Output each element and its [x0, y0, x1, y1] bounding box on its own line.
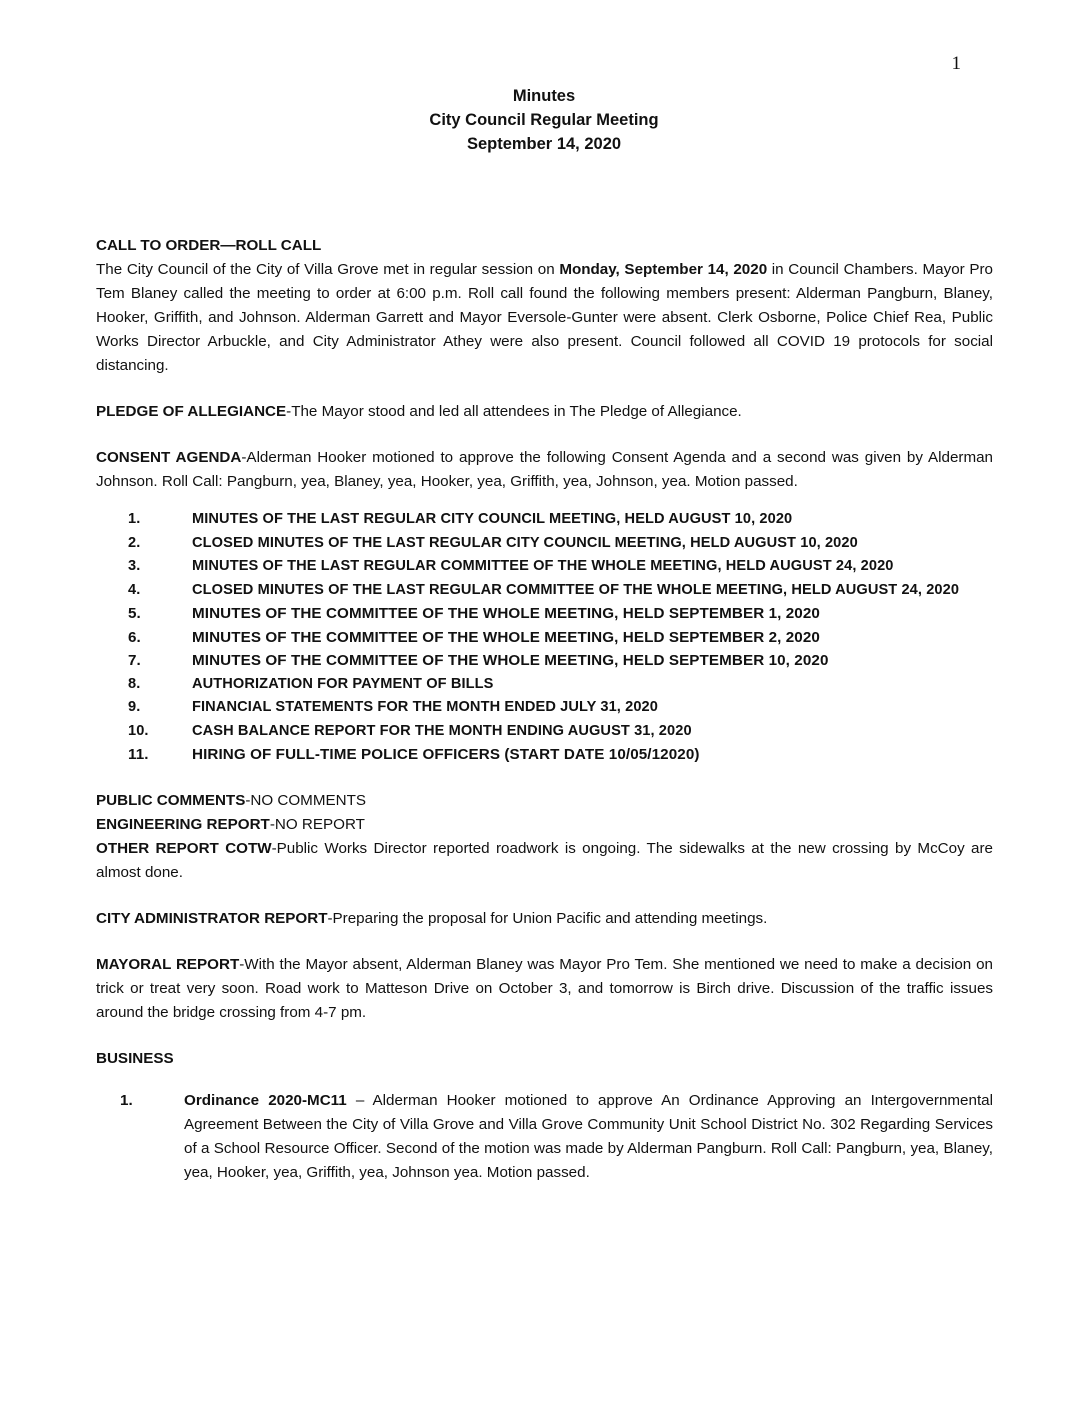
other-report-heading: OTHER REPORT COTW [96, 839, 272, 857]
public-comments: PUBLIC COMMENTS-NO COMMENTS [96, 791, 366, 809]
city-admin-heading: CITY ADMINISTRATOR REPORT [96, 909, 328, 927]
engineering-heading: ENGINEERING REPORT [96, 815, 270, 833]
ordinance-title: Ordinance 2020-MC11 [184, 1091, 347, 1109]
minutes-body [96, 234, 993, 1185]
mayoral-report: MAYORAL REPORT-With the Mayor absent, Alderman Blaney was Mayor Pro Tem. She mentioned we need to make a decision on trick or treat very soon. Road work to Matteson Drive on October 3, and tomorrow is Birch drive. Discussion of the traffic issues around the bridge crossing from 4-7 pm. [96, 955, 993, 1021]
call-to-order-heading: CALL TO ORDER—ROLL CALL [96, 237, 322, 254]
consent-agenda-list [96, 508, 993, 767]
list-item: 2. CLOSED MINUTES OF THE LAST REGULAR CITY COUNCIL MEETING, HELD AUGUST 10, 2020 [128, 534, 858, 551]
city-admin-report: CITY ADMINISTRATOR REPORT-Preparing the proposal for Union Pacific and attending meetings. [96, 909, 768, 927]
business-item-number: 1. [120, 1091, 133, 1109]
list-item: 10. CASH BALANCE REPORT FOR THE MONTH ENDING AUGUST 31, 2020 [128, 722, 692, 739]
title-line-2: City Council Regular Meeting [429, 111, 659, 129]
title-line-3: September 14, 2020 [466, 135, 622, 153]
business-heading: BUSINESS [96, 1049, 174, 1067]
list-item: 11. HIRING OF FULL-TIME POLICE OFFICERS (START DATE 10/05/12020) [128, 746, 700, 763]
public-comments-heading: PUBLIC COMMENTS [96, 791, 246, 809]
list-item: 9. FINANCIAL STATEMENTS FOR THE MONTH ENDED JULY 31, 2020 [128, 699, 658, 715]
title-line-1: Minutes [512, 87, 576, 105]
pledge-heading: PLEDGE OF ALLEGIANCE [96, 403, 287, 420]
list-item: 7. MINUTES OF THE COMMITTEE OF THE WHOLE MEETING, HELD SEPTEMBER 10, 2020 [128, 652, 829, 669]
mayoral-heading: MAYORAL REPORT [96, 955, 240, 973]
list-item: 3. MINUTES OF THE LAST REGULAR COMMITTEE OF THE WHOLE MEETING, HELD AUGUST 24, 2020 [128, 558, 894, 574]
list-item: 6. MINUTES OF THE COMMITTEE OF THE WHOLE MEETING, HELD SEPTEMBER 2, 2020 [128, 628, 820, 646]
list-item: 8. AUTHORIZATION FOR PAYMENT OF BILLS [128, 675, 494, 692]
pledge-section: PLEDGE OF ALLEGIANCE-The Mayor stood and led all attendees in The Pledge of Allegiance. [96, 403, 742, 420]
meeting-date: Monday, September 14, 2020 [559, 261, 768, 278]
engineering-report: ENGINEERING REPORT-NO REPORT [96, 815, 365, 833]
business-item: 1. Ordinance 2020-MC11 – Alderman Hooker motioned to approve An Ordinance Approving an Intergovernmental Agreement Between the City of Villa Grove and Villa Grove Community Unit School District No. 302 Regarding Services of a School Resource Officer. Second of the motion was made by Alderman Pangburn. Roll Call: Pangburn, yea, Blaney, yea, Hooker, yea, Griffith, yea, Johnson yea. Motion passed. [96, 1089, 993, 1185]
list-item: 4. CLOSED MINUTES OF THE LAST REGULAR COMMITTEE OF THE WHOLE MEETING, HELD AUGUST 24, 2020 [128, 581, 960, 598]
consent-section: CONSENT AGENDA-Alderman Hooker motioned to approve the following Consent Agenda and a second was given by Alderman Johnson. Roll Call: Pangburn, yea, Blaney, yea, Hooker, yea, Griffith, yea, Johnson, yea. Motion passed. [96, 449, 993, 490]
list-item: 5. MINUTES OF THE COMMITTEE OF THE WHOLE MEETING, HELD SEPTEMBER 1, 2020 [128, 605, 820, 622]
document-title [0, 84, 1088, 156]
list-item: 1. MINUTES OF THE LAST REGULAR CITY COUNCIL MEETING, HELD AUGUST 10, 2020 [128, 511, 793, 527]
page-number: 1 [951, 53, 961, 74]
consent-heading: CONSENT AGENDA [96, 449, 242, 466]
call-to-order-text: The City Council of the City of Villa Grove met in regular session on Monday, September 14, 2020 in Council Chambers. Mayor Pro Tem Blaney called the meeting to order at 6:00 p.m. Roll call found the following members present: Alderman Pangburn, Blaney, Hooker, Griffith, and Johnson. Alderman Garrett and Mayor Eversole-Gunter were absent. Clerk Osborne, Police Chief Rea, Public Works Director Arbuckle, and City Administrator Athey were also present. Council followed all COVID 19 protocols for social distancing. [96, 261, 993, 374]
other-report: OTHER REPORT COTW-Public Works Director reported roadwork is ongoing. The sidewalks at the new crossing by McCoy are almost done. [96, 839, 993, 881]
